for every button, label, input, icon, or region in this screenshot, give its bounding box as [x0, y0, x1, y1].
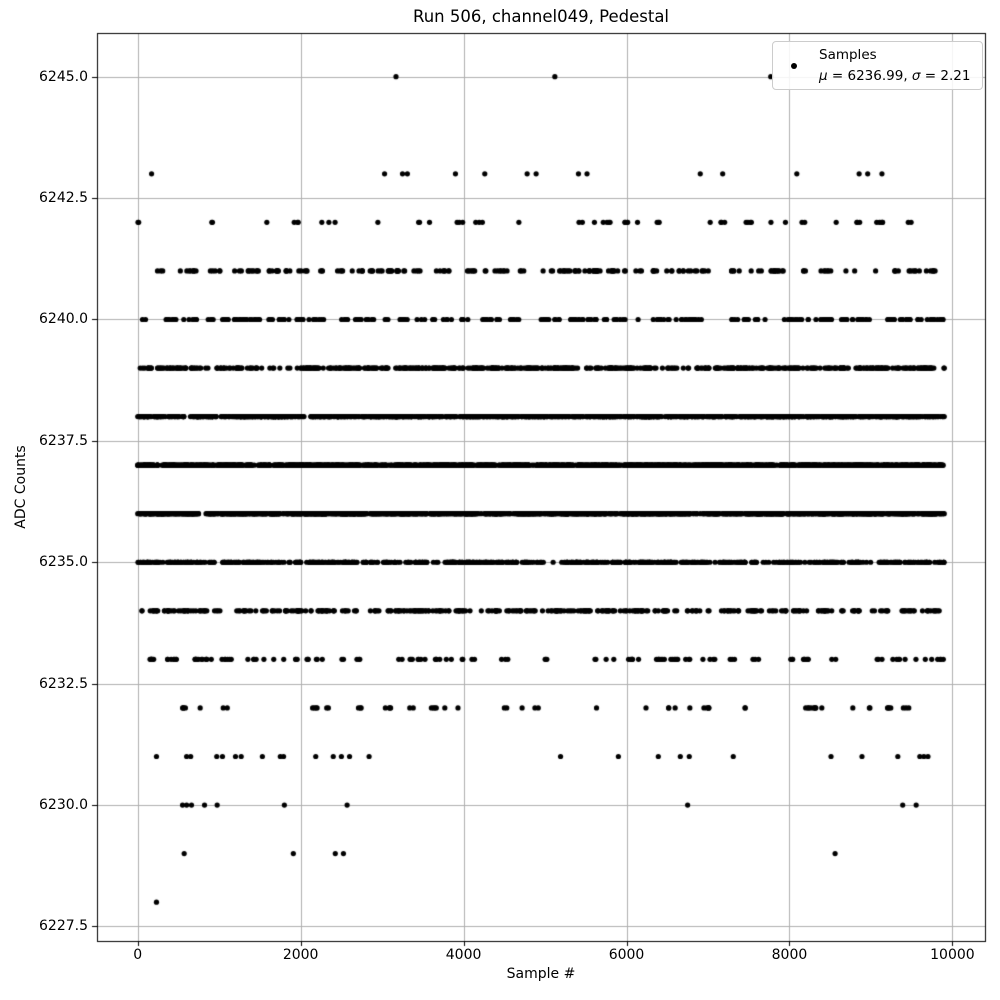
legend-sample-marker-icon	[791, 63, 797, 69]
y-tick-label: 6245.0	[39, 68, 88, 85]
x-tick-label: 8000	[771, 947, 808, 963]
sigma-value: = 2.21	[920, 68, 971, 84]
chart-title: Run 506, channel049, Pedestal	[412, 7, 670, 26]
legend-entry-label: Samples	[819, 47, 877, 63]
x-tick-label: 6000	[608, 947, 645, 963]
y-axis-label: ADC Counts	[13, 445, 29, 529]
sigma-symbol: σ	[911, 68, 921, 84]
y-tick-label: 6240.0	[39, 311, 88, 328]
legend-text	[819, 45, 970, 87]
legend-stats-line	[819, 66, 970, 87]
mu-symbol: μ	[819, 68, 828, 84]
y-tick-label: 6235.0	[39, 554, 88, 571]
y-tick-label: 6237.5	[39, 432, 88, 449]
x-tick-label: 2000	[282, 947, 319, 963]
legend-box	[772, 41, 983, 90]
y-tick-label: 6242.5	[39, 190, 88, 207]
x-tick-label: 0	[133, 947, 143, 963]
mu-value: = 6236.99,	[827, 68, 912, 84]
y-tick-label: 6232.5	[39, 675, 88, 692]
y-tick-label: 6227.5	[39, 918, 88, 935]
x-tick-label: 4000	[445, 947, 482, 963]
y-tick-label: 6230.0	[39, 797, 88, 814]
x-axis-label: Sample #	[506, 966, 576, 982]
x-tick-label: 10000	[930, 947, 975, 963]
